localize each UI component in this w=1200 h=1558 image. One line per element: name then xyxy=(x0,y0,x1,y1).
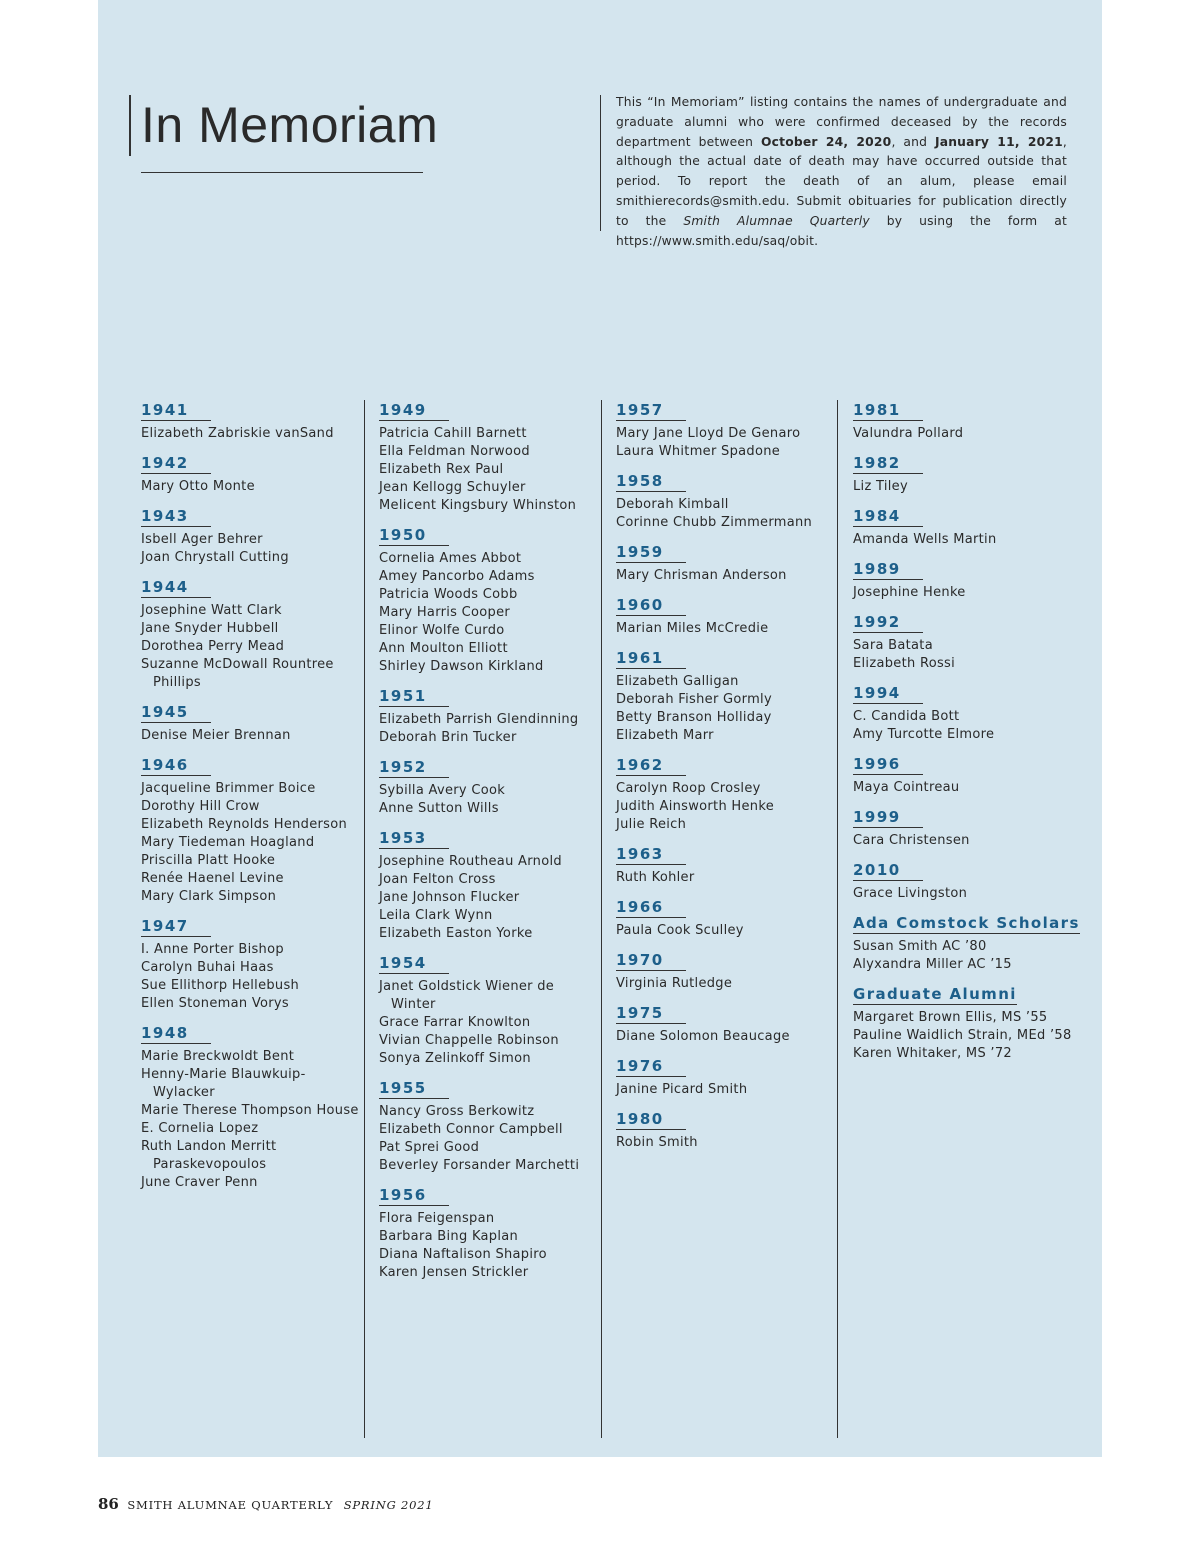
alumna-name: Jacqueline Brimmer Boice xyxy=(141,781,316,796)
alumna-name: Grace Farrar Knowlton xyxy=(379,1015,531,1030)
alumna-name: Mary Chrisman Anderson xyxy=(616,568,787,583)
alumna-name: Shirley Dawson Kirkland xyxy=(379,659,544,674)
year-group xyxy=(141,400,366,443)
intro-publication: Smith Alumnae Quarterly xyxy=(683,213,870,228)
alumna-name: Marie Breckwoldt Bent xyxy=(141,1049,295,1064)
alumna-name: Margaret Brown Ellis, MS ’55 xyxy=(853,1010,1048,1025)
alumna-name: Cornelia Ames Abbot xyxy=(379,551,522,566)
class-year-heading: 1975 xyxy=(616,1004,686,1024)
alumna-name: Melicent Kingsbury Whinston xyxy=(379,498,577,513)
alumna-name: Dorothy Hill Crow xyxy=(141,799,260,814)
alumna-name: Ella Feldman Norwood xyxy=(379,444,530,459)
alumna-name: Sue Ellithorp Hellebush xyxy=(141,978,300,993)
column-divider-2 xyxy=(601,400,602,1438)
class-year-heading: 1976 xyxy=(616,1057,686,1077)
name-list xyxy=(379,978,601,1068)
column-divider-1 xyxy=(364,400,365,1438)
alumna-name: Jane Snyder Hubbell xyxy=(141,621,279,636)
class-year-heading: 1970 xyxy=(616,951,686,971)
class-year-heading: 1954 xyxy=(379,954,449,974)
alumna-name: Alyxandra Miller AC ’15 xyxy=(853,957,1012,972)
alumna-name: Elizabeth Rossi xyxy=(853,656,956,671)
alumna-name: Mary Otto Monte xyxy=(141,479,255,494)
alumna-name: Patricia Woods Cobb xyxy=(379,587,518,602)
alumna-name: Henny-Marie Blauwkuip-Wylacker xyxy=(141,1067,306,1100)
alumna-name: Elizabeth Connor Campbell xyxy=(379,1122,563,1137)
name-list xyxy=(616,869,838,887)
alumna-name: Renée Haenel Levine xyxy=(141,871,284,886)
alumna-name: Jane Johnson Flucker xyxy=(379,890,520,905)
name-list xyxy=(379,1210,601,1282)
alumna-name: Virginia Rutledge xyxy=(616,976,733,991)
name-list xyxy=(853,779,1093,797)
footer-issue: SPRING 2021 xyxy=(343,1498,434,1512)
alumna-name: Karen Whitaker, MS ’72 xyxy=(853,1046,1013,1061)
alumna-name: Maya Cointreau xyxy=(853,780,960,795)
name-list xyxy=(853,584,1093,602)
alumna-name: Suzanne McDowall Rountree Phillips xyxy=(141,657,334,690)
alumna-name: Josephine Watt Clark xyxy=(141,603,282,618)
name-list xyxy=(141,1048,366,1192)
name-list xyxy=(616,1028,838,1046)
name-list xyxy=(616,496,838,532)
name-list xyxy=(379,1103,601,1175)
alumna-name: Sonya Zelinkoff Simon xyxy=(379,1051,531,1066)
class-year-heading: 1982 xyxy=(853,454,923,474)
section-heading: Graduate Alumni xyxy=(853,985,1017,1003)
alumna-name: Elizabeth Reynolds Henderson xyxy=(141,817,348,832)
page-footer xyxy=(98,1495,434,1513)
alumna-name: Janine Picard Smith xyxy=(616,1082,748,1097)
alumna-name: Pauline Waidlich Strain, MEd ’58 xyxy=(853,1028,1072,1043)
year-group xyxy=(616,950,838,993)
name-list xyxy=(379,853,601,943)
year-group xyxy=(853,453,1093,496)
year-group xyxy=(616,844,838,887)
alumna-name: Diane Solomon Beaucage xyxy=(616,1029,790,1044)
intro-text-1: This “In Memoriam” listing contains the names of undergraduate and graduate alumni who were confirmed deceased by the records department between xyxy=(616,95,1067,149)
class-year-heading: 1989 xyxy=(853,560,923,580)
alumna-name: Corinne Chubb Zimmermann xyxy=(616,515,813,530)
alumna-name: Liz Tiley xyxy=(853,479,908,494)
alumna-name: Flora Feigenspan xyxy=(379,1211,495,1226)
name-list xyxy=(141,780,366,906)
alumna-name: June Craver Penn xyxy=(141,1175,258,1190)
class-year-heading: 1956 xyxy=(379,1186,449,1206)
name-list xyxy=(853,708,1093,744)
intro-paragraph xyxy=(616,93,1067,251)
year-group xyxy=(853,807,1093,850)
year-group xyxy=(616,897,838,940)
year-group xyxy=(616,471,838,532)
alumna-name: Paula Cook Sculley xyxy=(616,923,744,938)
alumna-name: Pat Sprei Good xyxy=(379,1140,480,1155)
year-group xyxy=(853,506,1093,549)
class-year-heading: 1949 xyxy=(379,401,449,421)
year-group xyxy=(853,683,1093,744)
name-list xyxy=(853,1009,1093,1063)
name-list xyxy=(853,637,1093,673)
name-list xyxy=(853,938,1093,974)
year-group xyxy=(616,595,838,638)
class-year-heading: 1946 xyxy=(141,756,211,776)
class-year-heading: 1959 xyxy=(616,543,686,563)
name-list xyxy=(853,531,1093,549)
year-group xyxy=(379,953,601,1068)
name-list xyxy=(141,478,366,496)
year-group xyxy=(853,984,1093,1063)
class-year-heading: 1992 xyxy=(853,613,923,633)
name-list xyxy=(853,425,1093,443)
name-list xyxy=(853,885,1093,903)
name-list xyxy=(141,941,366,1013)
year-group xyxy=(141,577,366,692)
intro-date-start: October 24, 2020 xyxy=(760,134,892,149)
year-group xyxy=(141,1023,366,1192)
year-group xyxy=(853,913,1093,974)
alumna-name: Sara Batata xyxy=(853,638,933,653)
alumna-name: Valundra Pollard xyxy=(853,426,964,441)
title-underline xyxy=(141,172,423,173)
page-number: 86 xyxy=(98,1495,119,1513)
alumna-name: Elizabeth Galligan xyxy=(616,674,739,689)
alumna-name: C. Candida Bott xyxy=(853,709,960,724)
alumna-name: Josephine Henke xyxy=(853,585,966,600)
column-divider-3 xyxy=(837,400,838,1438)
name-list xyxy=(379,711,601,747)
year-group xyxy=(616,400,838,461)
class-year-heading: 1948 xyxy=(141,1024,211,1044)
class-year-heading: 1945 xyxy=(141,703,211,723)
alumna-name: Laura Whitmer Spadone xyxy=(616,444,781,459)
alumna-name: Anne Sutton Wills xyxy=(379,801,499,816)
alumna-name: Carolyn Buhai Haas xyxy=(141,960,274,975)
alumna-name: Vivian Chappelle Robinson xyxy=(379,1033,559,1048)
year-group xyxy=(141,916,366,1013)
alumna-name: Elizabeth Rex Paul xyxy=(379,462,504,477)
class-year-heading: 1953 xyxy=(379,829,449,849)
intro-date-end: January 11, 2021 xyxy=(934,134,1063,149)
name-list xyxy=(616,975,838,993)
alumna-name: Mary Tiedeman Hoagland xyxy=(141,835,315,850)
class-year-heading: 1962 xyxy=(616,756,686,776)
year-group xyxy=(141,453,366,496)
year-group xyxy=(853,400,1093,443)
class-year-heading: 2010 xyxy=(853,861,923,881)
year-group xyxy=(853,860,1093,903)
intro-text-2: , and xyxy=(891,134,935,149)
name-list xyxy=(616,620,838,638)
year-group xyxy=(616,542,838,585)
alumna-name: Denise Meier Brennan xyxy=(141,728,291,743)
year-group xyxy=(379,686,601,747)
intro-accent-bar xyxy=(600,95,601,231)
alumna-name: Carolyn Roop Crosley xyxy=(616,781,761,796)
column-2 xyxy=(379,400,601,1292)
alumna-name: Dorothea Perry Mead xyxy=(141,639,285,654)
alumna-name: Barbara Bing Kaplan xyxy=(379,1229,519,1244)
alumna-name: Ruth Landon Merritt Paraskevopoulos xyxy=(141,1139,277,1172)
alumna-name: Priscilla Platt Hooke xyxy=(141,853,276,868)
class-year-heading: 1958 xyxy=(616,472,686,492)
alumna-name: Elizabeth Zabriskie vanSand xyxy=(141,426,334,441)
name-list xyxy=(141,727,366,745)
alumna-name: Elizabeth Easton Yorke xyxy=(379,926,533,941)
alumna-name: Betty Branson Holliday xyxy=(616,710,772,725)
alumna-name: Marian Miles McCredie xyxy=(616,621,769,636)
alumna-name: Josephine Routheau Arnold xyxy=(379,854,562,869)
section-heading: Ada Comstock Scholars xyxy=(853,914,1080,932)
alumna-name: Mary Clark Simpson xyxy=(141,889,277,904)
name-list xyxy=(379,782,601,818)
column-4 xyxy=(853,400,1093,1073)
year-group xyxy=(379,400,601,515)
alumna-name: E. Cornelia Lopez xyxy=(141,1121,259,1136)
name-list xyxy=(616,425,838,461)
class-year-heading: 1957 xyxy=(616,401,686,421)
alumna-name: Mary Harris Cooper xyxy=(379,605,511,620)
class-year-heading: 1960 xyxy=(616,596,686,616)
alumna-name: Elinor Wolfe Curdo xyxy=(379,623,505,638)
name-list xyxy=(853,832,1093,850)
alumna-name: Amey Pancorbo Adams xyxy=(379,569,535,584)
year-group xyxy=(616,1109,838,1152)
class-year-heading: 1944 xyxy=(141,578,211,598)
class-year-heading: 1980 xyxy=(616,1110,686,1130)
page-title: In Memoriam xyxy=(141,97,439,153)
alumna-name: Susan Smith AC ’80 xyxy=(853,939,987,954)
year-group xyxy=(141,506,366,567)
year-group xyxy=(379,525,601,676)
footer-publication: SMITH ALUMNAE QUARTERLY xyxy=(127,1498,334,1512)
alumna-name: Leila Clark Wynn xyxy=(379,908,493,923)
year-group xyxy=(616,1056,838,1099)
year-group xyxy=(853,612,1093,673)
class-year-heading: 1950 xyxy=(379,526,449,546)
class-year-heading: 1999 xyxy=(853,808,923,828)
name-list xyxy=(379,550,601,676)
year-group xyxy=(379,1185,601,1282)
class-year-heading: 1955 xyxy=(379,1079,449,1099)
year-group xyxy=(379,1078,601,1175)
name-list xyxy=(616,1081,838,1099)
year-group xyxy=(379,757,601,818)
alumna-name: Mary Jane Lloyd De Genaro xyxy=(616,426,801,441)
name-list xyxy=(616,780,838,834)
alumna-name: Amanda Wells Martin xyxy=(853,532,997,547)
alumna-name: Nancy Gross Berkowitz xyxy=(379,1104,535,1119)
year-group xyxy=(141,702,366,745)
alumna-name: Karen Jensen Strickler xyxy=(379,1265,529,1280)
alumna-name: Deborah Brin Tucker xyxy=(379,730,517,745)
alumna-name: Elizabeth Parrish Glendinning xyxy=(379,712,579,727)
year-group xyxy=(379,828,601,943)
intro-text-4: by using the form at https://www.smith.edu/saq/obit. xyxy=(616,213,1067,248)
year-group xyxy=(616,1003,838,1046)
name-list xyxy=(141,602,366,692)
class-year-heading: 1942 xyxy=(141,454,211,474)
alumna-name: Robin Smith xyxy=(616,1135,698,1150)
class-year-heading: 1984 xyxy=(853,507,923,527)
class-year-heading: 1963 xyxy=(616,845,686,865)
year-group xyxy=(853,559,1093,602)
alumna-name: I. Anne Porter Bishop xyxy=(141,942,284,957)
class-year-heading: 1947 xyxy=(141,917,211,937)
name-list xyxy=(616,922,838,940)
year-group xyxy=(853,754,1093,797)
name-list xyxy=(141,531,366,567)
year-group xyxy=(616,755,838,834)
class-year-heading: 1996 xyxy=(853,755,923,775)
alumna-name: Elizabeth Marr xyxy=(616,728,714,743)
alumna-name: Diana Naftalison Shapiro xyxy=(379,1247,547,1262)
alumna-name: Jean Kellogg Schuyler xyxy=(379,480,526,495)
alumna-name: Janet Goldstick Wiener de Winter xyxy=(379,979,555,1012)
alumna-name: Amy Turcotte Elmore xyxy=(853,727,995,742)
class-year-heading: 1943 xyxy=(141,507,211,527)
name-list xyxy=(616,1134,838,1152)
alumna-name: Julie Reich xyxy=(616,817,687,832)
alumna-name: Isbell Ager Behrer xyxy=(141,532,263,547)
alumna-name: Judith Ainsworth Henke xyxy=(616,799,774,814)
column-1 xyxy=(141,400,366,1202)
name-list xyxy=(616,567,838,585)
class-year-heading: 1951 xyxy=(379,687,449,707)
name-list xyxy=(616,673,838,745)
alumna-name: Marie Therese Thompson House xyxy=(141,1103,359,1118)
class-year-heading: 1961 xyxy=(616,649,686,669)
title-accent-bar xyxy=(129,95,131,156)
alumna-name: Ellen Stoneman Vorys xyxy=(141,996,289,1011)
year-group xyxy=(141,755,366,906)
alumna-name: Grace Livingston xyxy=(853,886,968,901)
alumna-name: Ruth Kohler xyxy=(616,870,695,885)
alumna-name: Joan Felton Cross xyxy=(379,872,496,887)
alumna-name: Cara Christensen xyxy=(853,833,970,848)
class-year-heading: 1941 xyxy=(141,401,211,421)
alumna-name: Deborah Fisher Gormly xyxy=(616,692,772,707)
name-list xyxy=(141,425,366,443)
column-3 xyxy=(616,400,838,1162)
alumna-name: Patricia Cahill Barnett xyxy=(379,426,527,441)
alumna-name: Sybilla Avery Cook xyxy=(379,783,506,798)
class-year-heading: 1994 xyxy=(853,684,923,704)
alumna-name: Joan Chrystall Cutting xyxy=(141,550,289,565)
intro-text-3: , although the actual date of death may have occurred outside that period. To report the death of an alum, please email smithierecords@smith.edu. Submit obituaries for publication directly to the xyxy=(616,134,1068,228)
name-list xyxy=(853,478,1093,496)
alumna-name: Ann Moulton Elliott xyxy=(379,641,508,656)
alumna-name: Deborah Kimball xyxy=(616,497,729,512)
class-year-heading: 1952 xyxy=(379,758,449,778)
alumna-name: Beverley Forsander Marchetti xyxy=(379,1158,580,1173)
name-list xyxy=(379,425,601,515)
year-group xyxy=(616,648,838,745)
class-year-heading: 1966 xyxy=(616,898,686,918)
class-year-heading: 1981 xyxy=(853,401,923,421)
